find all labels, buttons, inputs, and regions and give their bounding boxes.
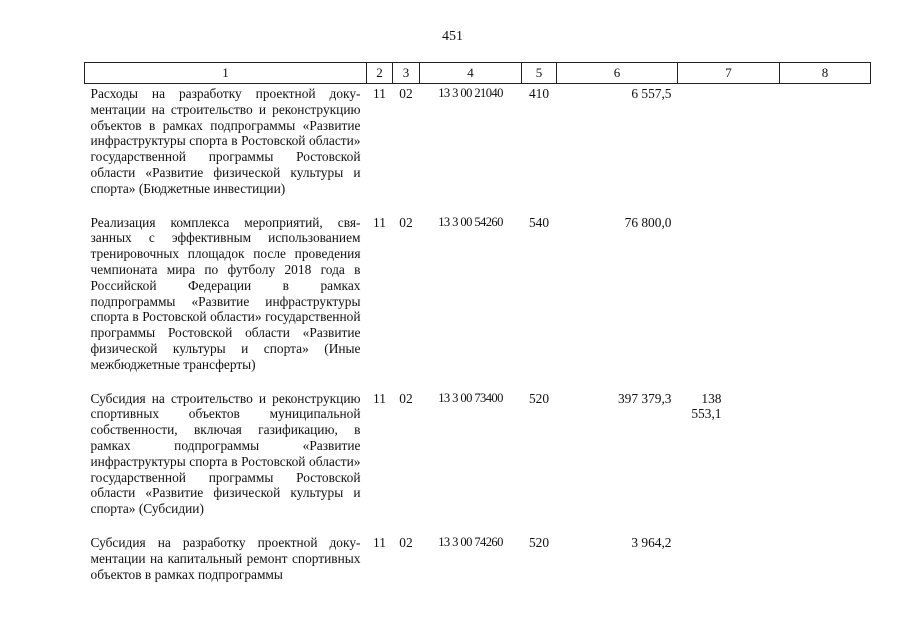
table-row [85, 389, 871, 533]
row-description: Субсидия на разработку проектной документации на капитальный ремонт спортивных объектов в рамках подпрограммы [90, 534, 361, 582]
cell-target-code: 13 3 00 73400 [438, 390, 503, 405]
table-row [85, 533, 871, 598]
column-header: 7 [678, 63, 780, 84]
cell-amount-7 [678, 213, 780, 389]
table-row [85, 213, 871, 389]
cell-amount-8 [780, 533, 871, 598]
cell-subsection: 02 [399, 214, 413, 230]
column-header: 5 [522, 63, 557, 84]
cell-amount-6: 397 379,3 [617, 390, 672, 406]
cell-amount-8 [780, 84, 871, 213]
row-description: Субсидия на строительство и реконструкцию спортивных объектов муниципальной собственности, включая газификацию, в рамках подпрограммы «Развитие инфраструктуры спорта в Ростовской области» государственной программы Ростовской области «Развитие физической культуры и спорта» (Субсидии) [90, 390, 361, 517]
cell-expense-type: 410 [528, 86, 550, 101]
cell-target-code: 13 3 00 54260 [438, 214, 503, 229]
cell-amount-6: 76 800,0 [624, 214, 672, 230]
cell-target-code: 13 3 00 21040 [438, 86, 503, 100]
column-header: 3 [393, 63, 420, 84]
cell-amount-7 [678, 533, 780, 598]
page-number: 451 [442, 29, 463, 44]
cell-expense-type: 540 [528, 214, 550, 230]
cell-subsection: 02 [399, 534, 413, 550]
cell-section: 11 [373, 214, 386, 230]
cell-expense-type: 520 [528, 390, 550, 406]
cell-subsection: 02 [399, 86, 413, 101]
cell-section: 11 [373, 390, 386, 406]
table-header-row [85, 63, 871, 84]
cell-section: 11 [373, 86, 386, 101]
column-header: 2 [367, 63, 393, 84]
cell-amount-6: 6 557,5 [631, 86, 672, 101]
row-description: Реализация комплекса мероприятий, связанных с эффективным использованием тренировочных площадок после проведения чемпионата мира по футболу 2018 года в Российской Федерации в рамках подпрограммы «Развитие инфраструктуры спорта в Ростовской области» государственной программы Ростовской области «Развитие физической культуры и спорта» (Иные межбюджетные трансферты) [90, 214, 361, 372]
cell-amount-6: 3 964,2 [631, 534, 672, 550]
cell-section: 11 [373, 534, 386, 550]
row-description: Расходы на разработку проектной документации на строительство и реконструкцию объектов в рамках подпрограммы «Развитие инфраструктуры спорта в Ростовской области» государственной программы Ростовской области «Развитие физической культуры и спорта» (Бюджетные инвестиции) [90, 86, 361, 196]
cell-amount-7: 138 553,1 [691, 390, 722, 422]
table-row [85, 84, 871, 213]
cell-target-code: 13 3 00 74260 [438, 534, 503, 549]
cell-expense-type: 520 [528, 534, 550, 550]
cell-amount-7 [678, 84, 780, 213]
column-header: 8 [780, 63, 871, 84]
budget-table [84, 62, 871, 598]
cell-subsection: 02 [399, 390, 413, 406]
column-header: 4 [420, 63, 522, 84]
column-header: 6 [557, 63, 678, 84]
cell-amount-8 [780, 389, 871, 533]
column-header: 1 [85, 63, 367, 84]
cell-amount-8 [780, 213, 871, 389]
